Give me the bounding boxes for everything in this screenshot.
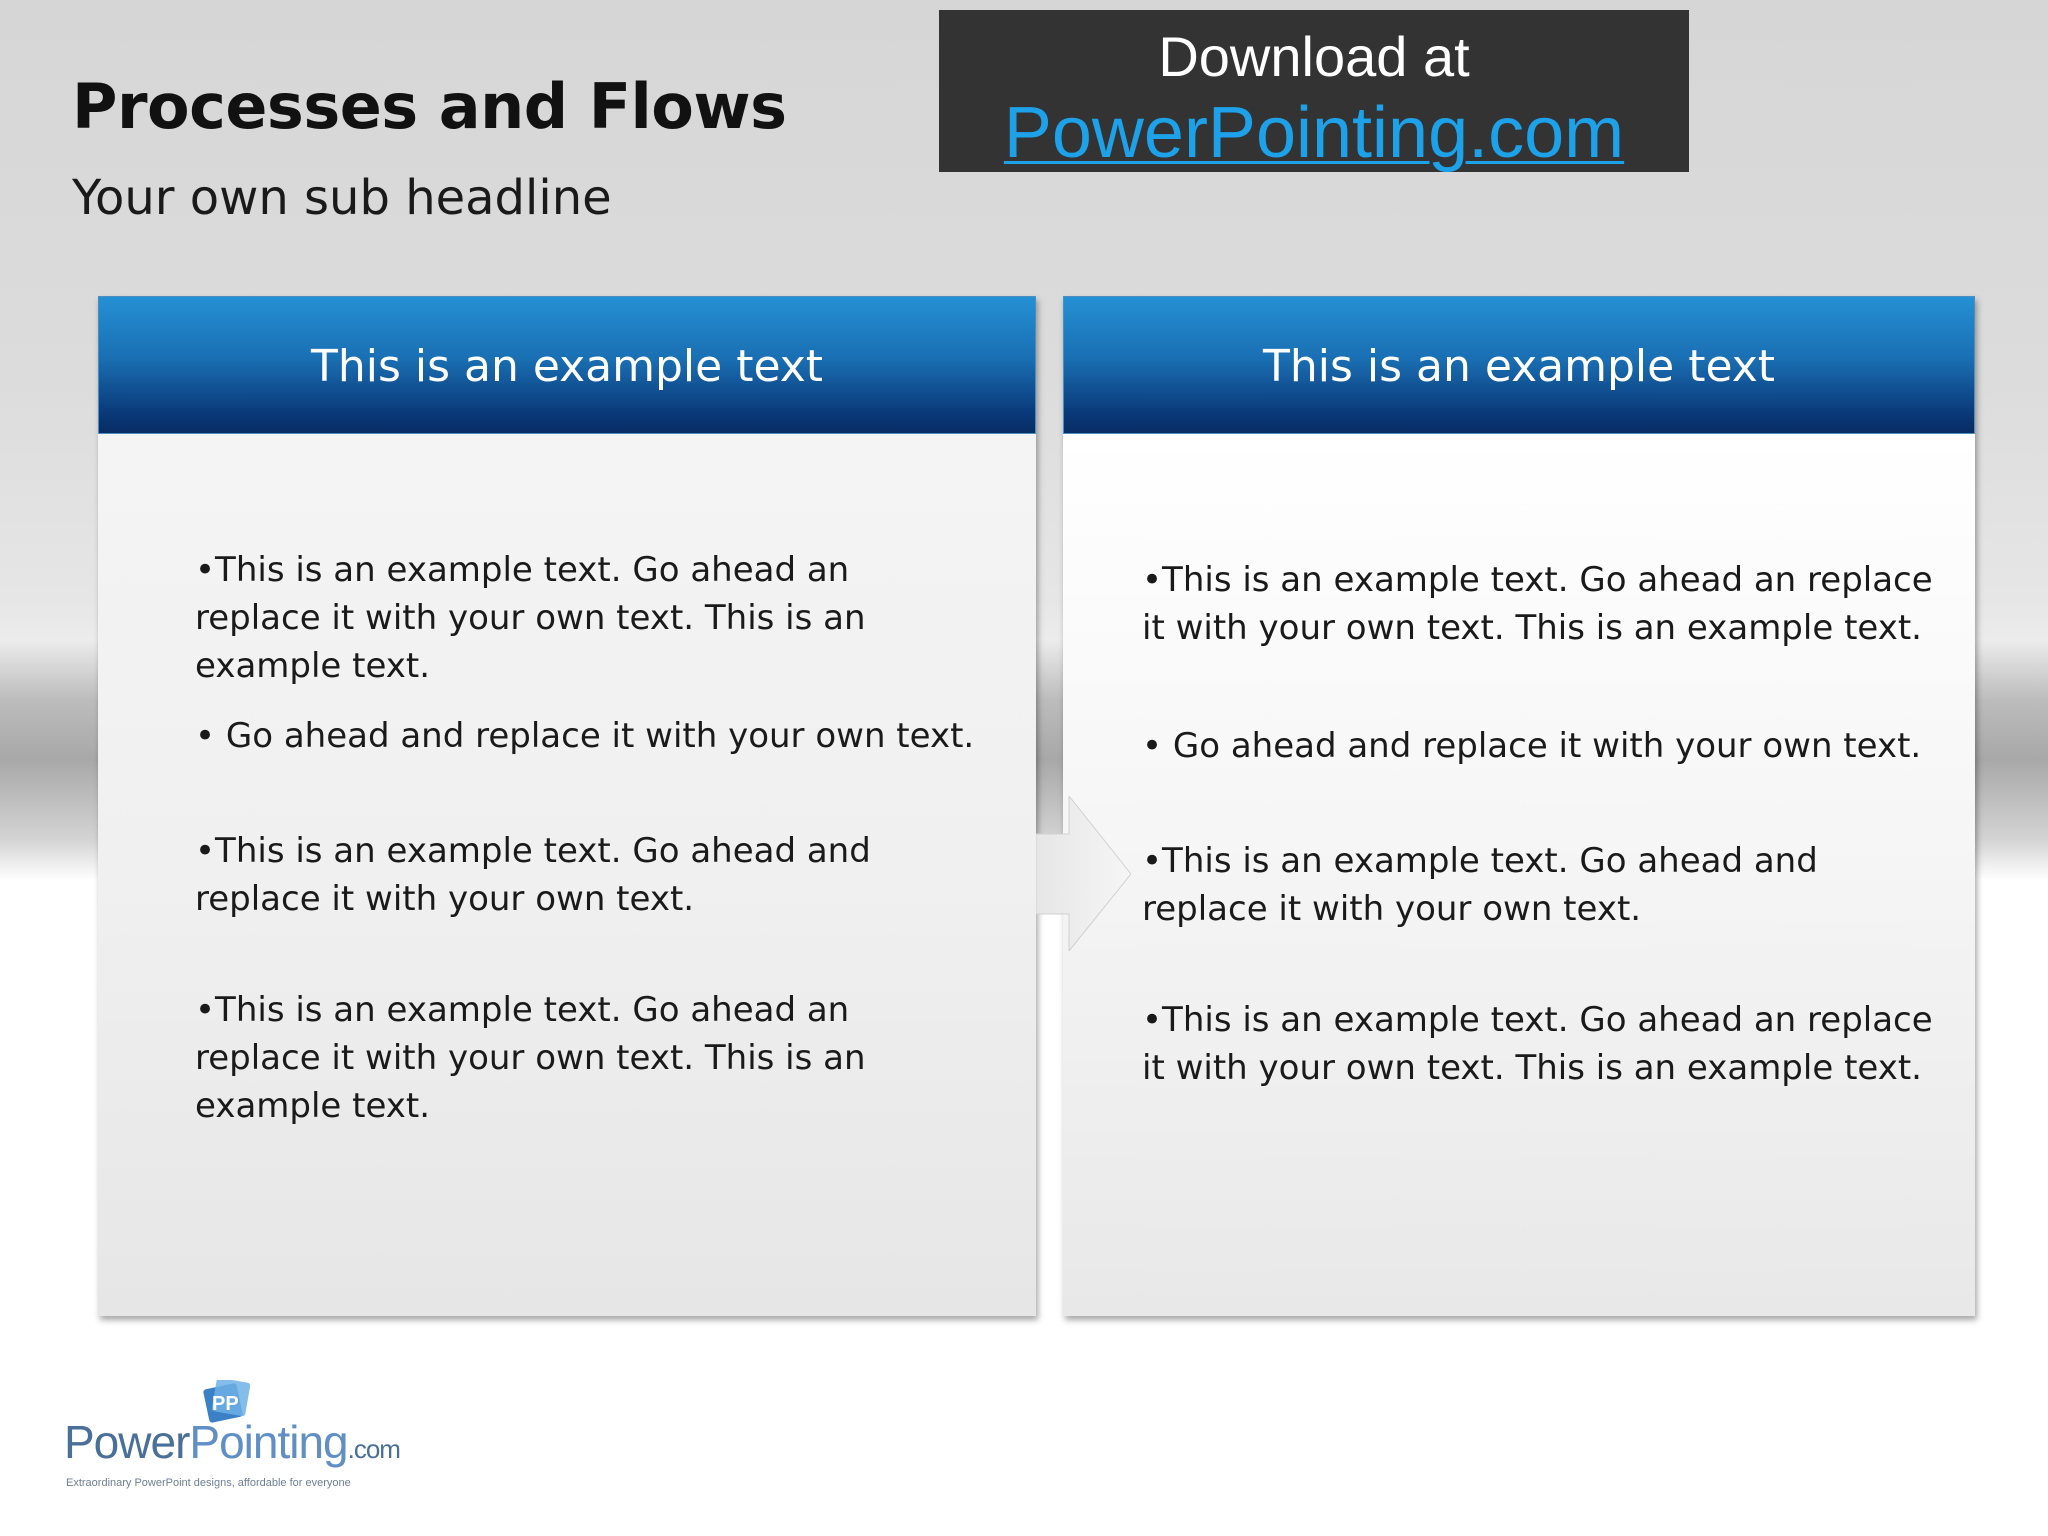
- bullet-item: • Go ahead and replace it with your own text.: [1142, 726, 1922, 766]
- bullet-item: •This is an example text. Go ahead and replace it with your own text.: [195, 831, 871, 919]
- panel-left: [98, 296, 1036, 1316]
- svg-text:Extraordinary PowerPoint desig: Extraordinary PowerPoint designs, affordable for everyone: [66, 1477, 351, 1489]
- download-label: Download at: [1158, 25, 1470, 88]
- panel-body: [98, 434, 1036, 1316]
- bullet-item: •This is an example text. Go ahead an replace it with your own text. This is an example text.: [1142, 560, 1933, 648]
- download-link[interactable]: PowerPointing.com: [1003, 93, 1625, 173]
- panel-header: [98, 296, 1036, 434]
- download-banner: [939, 10, 1689, 172]
- flow-arrow-icon: [1036, 796, 1131, 951]
- panel-header-text: This is an example text: [310, 341, 824, 392]
- bullet-item: •This is an example text. Go ahead and replace it with your own text.: [1142, 841, 1818, 929]
- bullet-item: •This is an example text. Go ahead an replace it with your own text. This is an example text.: [195, 990, 866, 1126]
- panel-body: [1063, 434, 1975, 1316]
- slide-subtitle: Your own sub headline: [72, 170, 612, 226]
- svg-text:PP: PP: [212, 1393, 239, 1415]
- bullet-item: •This is an example text. Go ahead an replace it with your own text. This is an example text.: [1142, 1000, 1933, 1088]
- panel-header: [1063, 296, 1975, 434]
- bullet-item: •This is an example text. Go ahead an replace it with your own text. This is an example text.: [195, 550, 866, 686]
- panel-right: [1063, 296, 1975, 1316]
- bullet-item: • Go ahead and replace it with your own text.: [195, 716, 975, 756]
- panel-header-text: This is an example text: [1262, 341, 1776, 392]
- slide-title: Processes and Flows: [72, 70, 787, 143]
- svg-text:PowerPointing.com: PowerPointing.com: [64, 1416, 400, 1468]
- powerpointing-logo: [64, 1380, 424, 1500]
